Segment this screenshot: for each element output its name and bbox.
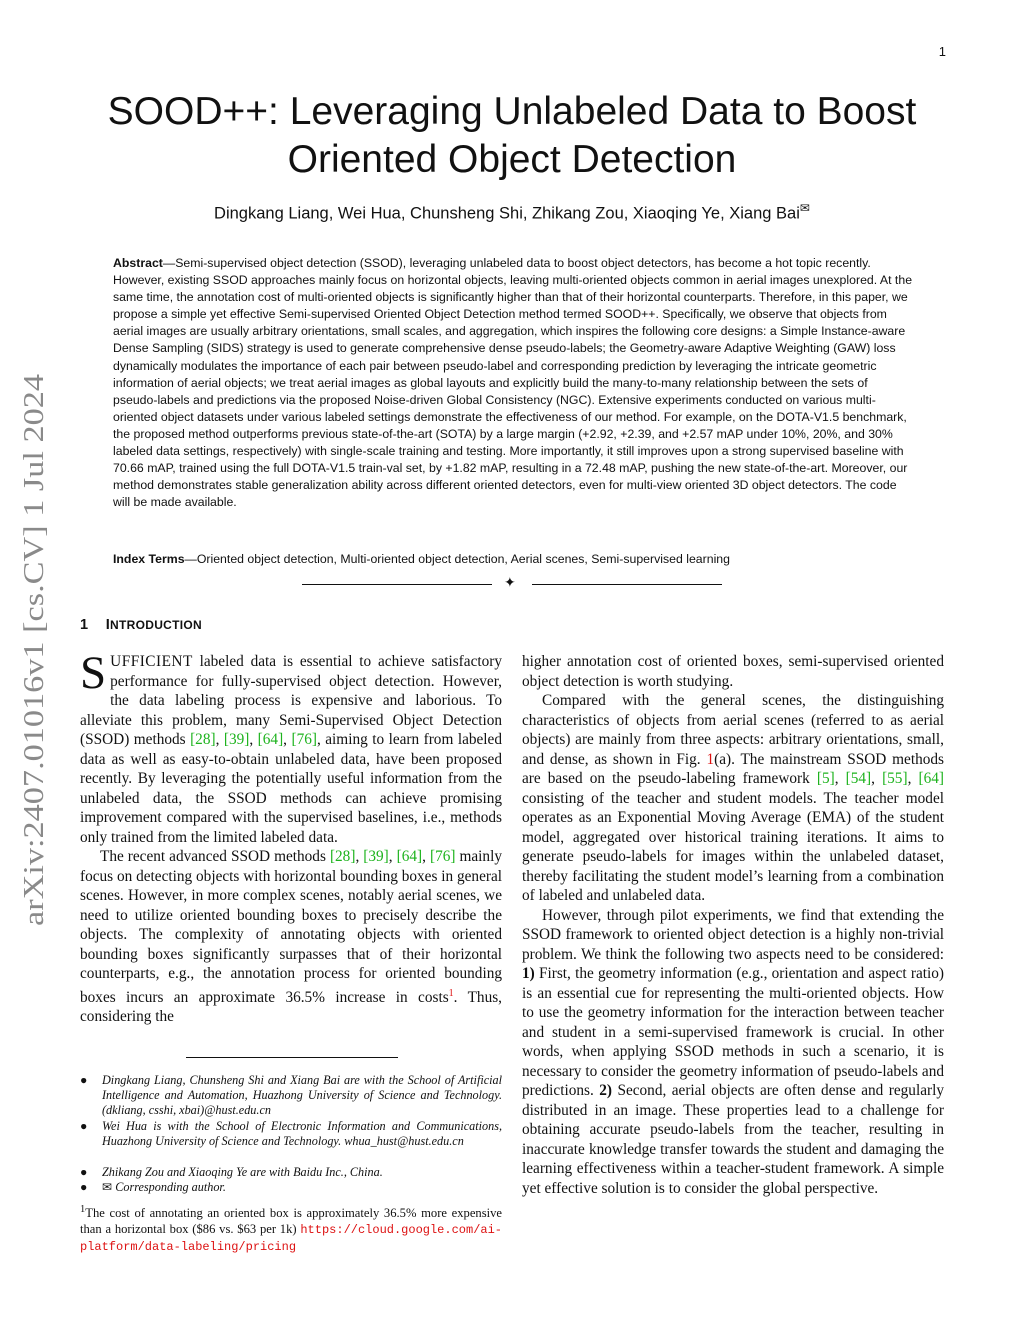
- citation-link[interactable]: [39]: [223, 731, 250, 748]
- intro-paragraph-2: The recent advanced SSOD methods [28], [39], [64], [76] mainly focus on detecting objects with horizontal bounding boxes in general scenes. However, in more complex scenes, notably aerial scenes, we need to utilize oriented bounding boxes to precisely describe the objects. The complexity of annotating objects with oriented bounding boxes significantly surpasses that of their horizontal counterparts, e.g., the annotation process for oriented bounding boxes incurs an approximate 36.5% increase in costs$^1$. Thus, considering the: [80, 848, 502, 1026]
- citation-link[interactable]: [28]: [190, 731, 216, 748]
- footnote-rule: [186, 1057, 398, 1058]
- figure-link[interactable]: 1: [706, 750, 715, 768]
- affiliation-item: [80, 1073, 502, 1118]
- section-title-initial: I: [105, 617, 111, 633]
- intro-paragraph-3: [522, 652, 944, 691]
- divider-line-right: [532, 584, 722, 585]
- bullet-icon: ●: [80, 1119, 88, 1133]
- lead-smallcaps: UFFICIENT: [110, 653, 193, 670]
- intro-paragraph-4: Compared with the general scenes, the distinguishing characteristics of objects from aerial scenes (referred to as aerial objects) are mainly from three aspects: arbitrary orientations, small, and dense, as shown in Fig. 1(a). The mainstream SSOD methods are based on the pseudo-labeling framework [5], [54], [55], [64] consisting of the teacher and student models. The teacher model operates as an Exponential Moving Average (EMA) of the student model, aggregated over historical training iterations. It aims to generate pseudo-labels for images within the unlabeled dataset, thereby facilitating the student model’s learning from a combination of labeled and unlabeled data.: [522, 692, 944, 904]
- intro-paragraph-1: SUFFICIENT labeled data is essential to achieve satisfactory performance for fully-supervised object detection. However, the data labeling process is expensive and laborious. To alleviate this problem, many Semi-Supervised Object Detection (SSOD) methods [28], [39], [64], [76], aiming to learn from labeled data as well as easy-to-obtain unlabeled data, have been proposed recently. By leveraging the potentially useful information from the unlabeled data, the SSOD methods can achieve promising improvement compared with the supervised baselines, i.e., methods only trained from the limited labeled data.: [80, 647, 502, 846]
- section-number: 1: [80, 617, 89, 633]
- paragraph-text: . Thus, considering the: [80, 988, 502, 1026]
- paragraph-text: labeled data is essential to achieve satisfactory performance for fully-supervised object detection. However, the data labeling process is expensive and laborious. To alleviate this problem, many Semi-Supervised Object Detection (SSOD) methods: [80, 653, 502, 748]
- index-terms-text: —Oriented object detection, Multi-oriented object detection, Aerial scenes, Semi-supervised learning: [184, 552, 730, 566]
- abstract-text: —Semi-supervised object detection (SSOD), leveraging unlabeled data to boost object detectors, has become a hot topic recently. However, existing SSOD approaches mainly focus on horizontal objects, leaving multi-oriented objects common in aerial images unexplored. At the same time, the annotation cost of multi-oriented objects is significantly higher than that of their horizontal counterparts. Therefore, in this paper, we propose a simple yet effective Semi-supervised Oriented Object Detection method termed SOOD++. Specifically, we observe that objects from aerial images are usually arbitrary orientations, small scales, and aggregation, which inspires the following core designs: a Simple Instance-aware Dense Sampling (SIDS) strategy is used to generate comprehensive dense pseudo-labels; the Geometry-aware Adaptive Weighting (GAW) loss dynamically modulates the importance of each pair between pseudo-label and corresponding prediction by leveraging the intricate geometric information of aerial objects; we treat aerial images as global layouts and explicitly build the many-to-many relationship between the sets of pseudo-labels and predictions via the proposed Noise-driven Global Consistency (NGC). Extensive experiments conducted on various multi-oriented object datasets under various labeled settings demonstrate the effectiveness of our method. For example, on the DOTA-V1.5 benchmark, the proposed method outperforms previous state-of-the-art (SOTA) by a large margin (+2.92, +2.39, and +2.57 mAP under 10%, 20%, and 30% labeled data settings, respectively) with single-scale training and testing. More importantly, it still improves upon a strong supervised baseline with 70.66 mAP, trained using the full DOTA-V1.5 train-val set, by +1.82 mAP, resulting in a 72.48 mAP, pushing the new state-of-the-art. Moreover, our method demonstrates stable generalization ability across different oriented detectors, even for multi-view oriented 3D object detectors. The code will be made available.: [113, 256, 913, 510]
- index-terms: [113, 551, 913, 568]
- footnote: [80, 1202, 502, 1255]
- paragraph-text: , aiming to learn from labeled data as well as easy-to-obtain unlabeled data, have been proposed recently. By leveraging the potentially useful information from the unlabeled data, the SSOD methods can achieve promising improvement compared with the supervised baselines, i.e., methods only trained from the limited labeled data.: [80, 731, 502, 846]
- affiliation-text: Wei Hua is with the School of Electronic Information and Communications, Huazhong University of Science and Technology. whua_hust@hust.edu.cn: [102, 1119, 502, 1148]
- paragraph-text: (a). The mainstream SSOD methods are based on the pseudo-labeling framework: [522, 750, 944, 787]
- citation-link[interactable]: [76]: [291, 731, 317, 748]
- section-heading-introduction: [80, 617, 202, 633]
- paragraph-text: consisting of the teacher and student models. The teacher model operates as an Exponential Moving Average (EMA) of the student model, aggregated over historical training iterations. It aims to generate pseudo-labels for images within the unlabeled dataset, thereby facilitating the student model’s learning from a combination of labeled and unlabeled data.: [522, 789, 944, 904]
- envelope-icon: ✉: [102, 1180, 116, 1194]
- citation-link[interactable]: [76]: [429, 848, 456, 865]
- citation-link[interactable]: [55]: [882, 770, 908, 787]
- citation-link[interactable]: [28]: [329, 848, 356, 865]
- point-number: 1): [522, 965, 535, 982]
- footnote-text: The cost of annotating an oriented box is approximately 36.5% more expensive than a horizontal box ($86 vs. $63 per 1k): [80, 1206, 502, 1237]
- paragraph-text: Second, aerial objects are often dense and regularly distributed in an image. These properties lead to a challenge for obtaining accurate pseudo-labels from the teacher, resulting in inaccurate knowledge transfer towards the student and damaging the learning effectiveness within a teacher-student framework. A simple yet effective solution is to consider the global perspective.: [522, 1082, 944, 1197]
- citation-link[interactable]: [54]: [845, 770, 872, 787]
- page-number: 1: [938, 44, 946, 59]
- bullet-icon: ●: [80, 1073, 88, 1087]
- paragraph-text: Compared with the general scenes, the distinguishing characteristics of objects from aerial scenes (referred to as aerial objects) are mainly from three aspects: arbitrary orientations, small, and dense, as shown in Fig.: [522, 692, 944, 768]
- paragraph-text: However, through pilot experiments, we find that extending the SSOD framework to oriented object detection is a highly non-trivial problem. We think the following two aspects need to be considered:: [522, 906, 944, 963]
- paragraph-text: First, the geometry information (e.g., orientation and aspect ratio) is an essential cue for representing the multi-oriented objects. How to use the geometry information for the interaction between teacher and student in a semi-supervised framework is crucial. In other words, when applying SSOD methods in such a scenario, it is necessary to consider the geometry information of pseudo-labels and predictions.: [522, 965, 944, 1099]
- author-list: [60, 201, 964, 224]
- drop-cap: S: [80, 647, 107, 699]
- index-terms-label: Index Terms: [113, 552, 185, 566]
- affiliation-text: Dingkang Liang, Chunsheng Shi and Xiang Bai are with the School of Artificial Intelligence and Automation, Huazhong University of Science and Technology. (dkliang, csshi, xbai)@hust.edu.cn: [102, 1073, 502, 1117]
- paper-title: SOOD++: Leveraging Unlabeled Data to Boost Oriented Object Detection: [107, 90, 917, 181]
- affiliation-item: [80, 1119, 502, 1149]
- citation-link[interactable]: [64]: [396, 848, 423, 865]
- arxiv-id-text: arXiv:2407.01016v1 [cs.CV] 1 Jul 2024: [19, 474, 50, 926]
- bullet-icon: ●: [80, 1165, 88, 1179]
- corresponding-author-text: Corresponding author.: [115, 1180, 226, 1194]
- bullet-icon: ●: [80, 1180, 88, 1194]
- paragraph-text: higher annotation cost of oriented boxes, semi-supervised oriented object detection is worth studying.: [522, 653, 944, 690]
- divider-line-left: [302, 584, 492, 585]
- citation-link[interactable]: [39]: [363, 848, 389, 865]
- affiliation-item: [80, 1165, 502, 1180]
- pricing-link[interactable]: https://cloud.google.com/ai-platform/data-labeling/pricing: [80, 1223, 502, 1255]
- section-title-rest: NTRODUCTION: [110, 618, 203, 632]
- citation-link[interactable]: [64]: [257, 731, 284, 748]
- diamond-icon: ✦: [504, 576, 516, 591]
- point-number: 2): [599, 1082, 612, 1099]
- affiliation-item: [80, 1180, 502, 1195]
- footnote-mark[interactable]: 1: [448, 987, 454, 999]
- arxiv-stamp: [12, 370, 52, 930]
- citation-link[interactable]: [5]: [816, 770, 835, 787]
- affiliation-text: Zhikang Zou and Xiaoqing Ye are with Baidu Inc., China.: [102, 1165, 383, 1179]
- authors-text: Dingkang Liang, Wei Hua, Chunsheng Shi, Zhikang Zou, Xiaoqing Ye, Xiang Bai: [214, 204, 800, 223]
- footnote-number: 1: [80, 1204, 86, 1215]
- paragraph-text: The recent advanced SSOD methods: [100, 848, 330, 865]
- right-column: [522, 652, 944, 1198]
- left-column: [80, 647, 502, 1027]
- abstract: [113, 255, 913, 511]
- section-divider: [302, 577, 722, 591]
- paragraph-text: mainly focus on detecting objects with horizontal bounding boxes in general scenes. However, in more complex scenes, notably aerial scenes, we need to utilize oriented bounding boxes to precisely describe the objects. The complexity of annotating objects with oriented bounding boxes significantly surpasses that of their horizontal counterparts, e.g., the annotation process for oriented bounding boxes incurs an approximate 36.5% increase in costs: [80, 848, 502, 1006]
- abstract-label: Abstract: [113, 256, 163, 270]
- envelope-icon: ✉: [799, 201, 810, 215]
- affiliation-text: [102, 1180, 502, 1195]
- intro-paragraph-5: [522, 906, 944, 1199]
- citation-link[interactable]: [64]: [918, 770, 944, 787]
